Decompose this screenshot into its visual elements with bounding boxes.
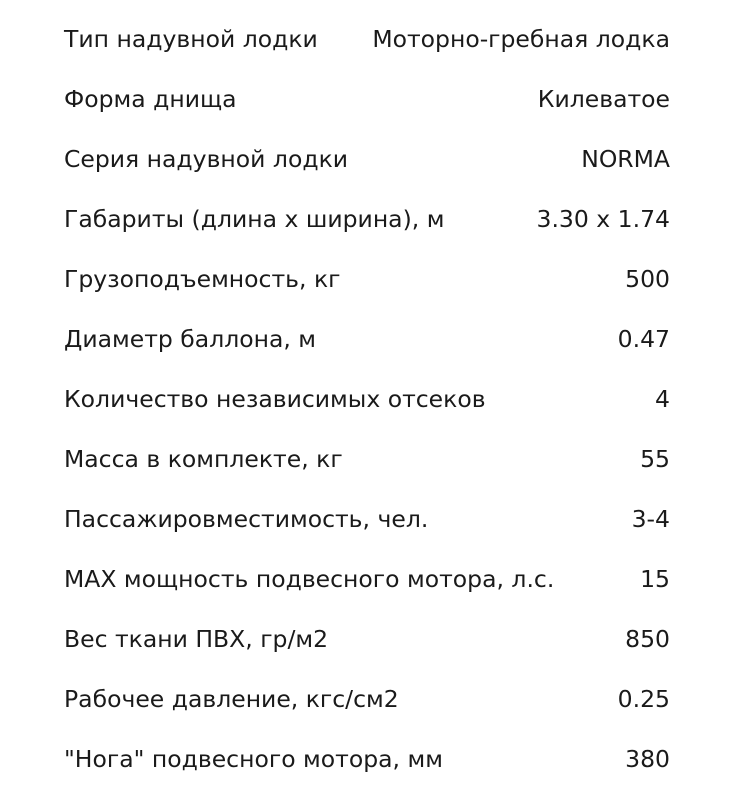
spec-row-passengers (64, 490, 670, 550)
spec-label: Диаметр баллона, м (64, 325, 317, 354)
spec-row-dimensions (64, 190, 670, 250)
spec-value: 15 (640, 565, 670, 594)
spec-value: NORMA (581, 145, 670, 174)
spec-row-compartments (64, 370, 670, 430)
spec-label: Габариты (длина х ширина), м (64, 205, 445, 234)
spec-value: 0.47 (617, 325, 670, 354)
spec-row-motor-shaft (64, 730, 670, 790)
spec-label: Пассажировместимость, чел. (64, 505, 429, 534)
spec-value: 3.30 x 1.74 (536, 205, 670, 234)
spec-value: 4 (655, 385, 670, 414)
spec-row-capacity (64, 250, 670, 310)
spec-row-fabric-weight (64, 610, 670, 670)
spec-value: Килеватое (537, 85, 670, 114)
spec-row-boat-type (64, 10, 670, 70)
spec-label: Вес ткани ПВХ, гр/м2 (64, 625, 329, 654)
spec-label: Грузоподъемность, кг (64, 265, 341, 294)
spec-label: MAX мощность подвесного мотора, л.с. (64, 565, 555, 594)
spec-row-weight (64, 430, 670, 490)
spec-value: 380 (625, 745, 670, 774)
spec-value: 500 (625, 265, 670, 294)
spec-row-max-motor-power (64, 550, 670, 610)
spec-label: Масса в комплекте, кг (64, 445, 343, 474)
spec-value: Моторно-гребная лодка (372, 25, 670, 54)
spec-value: 0.25 (617, 685, 670, 714)
spec-label: Рабочее давление, кгс/см2 (64, 685, 399, 714)
spec-label: Количество независимых отсеков (64, 385, 486, 414)
spec-label: Серия надувной лодки (64, 145, 349, 174)
spec-label: Тип надувной лодки (64, 25, 318, 54)
spec-value: 55 (640, 445, 670, 474)
spec-row-series (64, 130, 670, 190)
spec-row-hull-shape (64, 70, 670, 130)
spec-label: Форма днища (64, 85, 237, 114)
spec-label: "Нога" подвесного мотора, мм (64, 745, 443, 774)
spec-value: 850 (625, 625, 670, 654)
spec-row-tube-diameter (64, 310, 670, 370)
spec-row-working-pressure (64, 670, 670, 730)
spec-value: 3-4 (631, 505, 670, 534)
